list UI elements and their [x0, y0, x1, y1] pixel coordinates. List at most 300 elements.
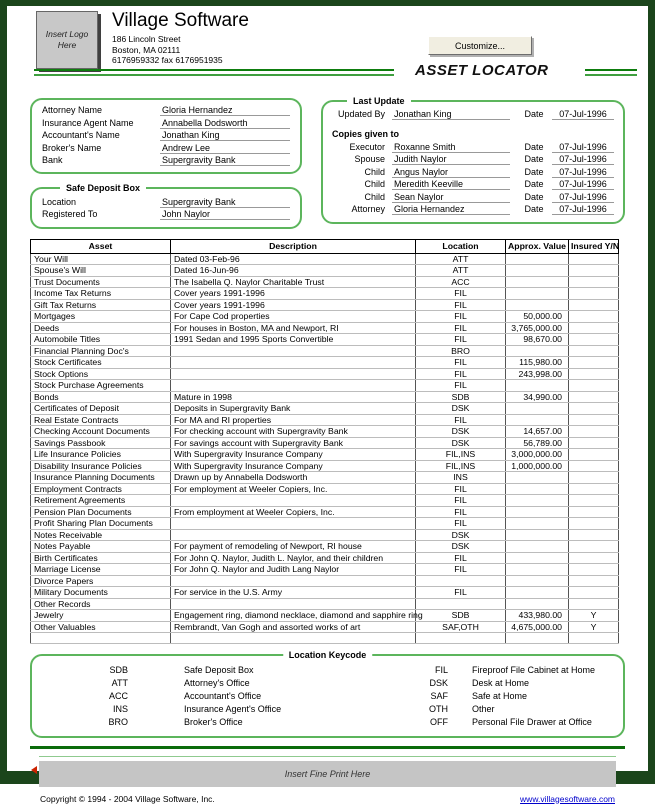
- location-cell: SAF,OTH: [416, 621, 506, 633]
- field-value[interactable]: Andrew Lee: [160, 143, 290, 154]
- asset-cell: Other Records: [31, 598, 171, 610]
- description-cell: With Supergravity Insurance Company: [171, 460, 416, 472]
- keycode-code: DSK: [429, 677, 448, 688]
- location-keycode-title: Location Keycode: [283, 650, 373, 660]
- value-cell: [506, 495, 569, 507]
- value-cell: [506, 529, 569, 541]
- description-cell: For houses in Boston, MA and Newport, RI: [171, 322, 416, 334]
- description-cell: Cover years 1991-1996: [171, 288, 416, 300]
- asset-cell: Automobile Titles: [31, 334, 171, 346]
- description-cell: [171, 357, 416, 369]
- copies-rows: [332, 142, 614, 217]
- location-cell: FIL: [416, 288, 506, 300]
- updated-by-date-field[interactable]: 07-Jul-1996: [552, 109, 614, 120]
- field-label: Accountant's Name: [42, 130, 120, 140]
- table-row: [31, 552, 619, 564]
- table-row: [31, 380, 619, 392]
- footer-row: [30, 794, 625, 804]
- keycode-code: ACC: [108, 690, 128, 701]
- keycode-row: [32, 691, 623, 704]
- value-cell: [506, 518, 569, 530]
- copy-name-field[interactable]: Gloria Hernandez: [392, 204, 510, 215]
- table-row: [31, 483, 619, 495]
- table-row: [31, 506, 619, 518]
- location-cell: DSK: [416, 426, 506, 438]
- asset-cell: Mortgages: [31, 311, 171, 323]
- description-cell: For service in the U.S. Army: [171, 587, 416, 599]
- asset-cell: Gift Tax Returns: [31, 299, 171, 311]
- location-cell: ATT: [416, 253, 506, 265]
- insured-cell: [569, 529, 619, 541]
- asset-cell: Pension Plan Documents: [31, 506, 171, 518]
- asset-cell: Certificates of Deposit: [31, 403, 171, 415]
- value-cell: 433,980.00: [506, 610, 569, 622]
- insured-cell: [569, 575, 619, 587]
- insured-cell: Y: [569, 610, 619, 622]
- asset-cell: Jewelry: [31, 610, 171, 622]
- keycode-rows: [32, 665, 623, 730]
- location-cell: SDB: [416, 610, 506, 622]
- header-location: Location: [416, 239, 506, 253]
- updated-by-field[interactable]: Jonathan King: [392, 109, 510, 120]
- insured-cell: [569, 357, 619, 369]
- insured-cell: [569, 564, 619, 576]
- copyright-text: Copyright © 1994 - 2004 Village Software, Inc.: [40, 793, 215, 804]
- description-cell: [171, 368, 416, 380]
- field-label: Bank: [42, 155, 63, 165]
- keycode-label: Other: [472, 703, 495, 714]
- table-row: [31, 460, 619, 472]
- table-row: [31, 368, 619, 380]
- table-row: [31, 288, 619, 300]
- date-label: Date: [524, 179, 544, 189]
- copy-role-label: Attorney: [351, 204, 385, 214]
- copy-role-label: Executor: [349, 141, 385, 152]
- location-cell: FIL: [416, 322, 506, 334]
- insured-cell: [569, 541, 619, 553]
- field-value[interactable]: John Naylor: [160, 209, 290, 220]
- website-link[interactable]: www.villagesoftware.com: [520, 793, 615, 804]
- table-row: [31, 575, 619, 587]
- description-cell: For John Q. Naylor and Judith Lang Naylor: [171, 564, 416, 576]
- field-label: Broker's Name: [42, 142, 102, 153]
- copy-row: [332, 142, 614, 155]
- value-cell: [506, 253, 569, 265]
- field-value[interactable]: Gloria Hernandez: [160, 105, 290, 116]
- location-cell: [416, 633, 506, 644]
- value-cell: [506, 564, 569, 576]
- copy-date-field[interactable]: 07-Jul-1996: [552, 154, 614, 165]
- asset-cell: Retirement Agreements: [31, 495, 171, 507]
- safe-deposit-fields: [42, 197, 290, 222]
- value-cell: [506, 403, 569, 415]
- insured-cell: [569, 460, 619, 472]
- date-label: Date: [524, 204, 544, 214]
- header-description: Description: [171, 239, 416, 253]
- keycode-code: SAF: [430, 690, 448, 701]
- table-row: [31, 633, 619, 644]
- description-cell: For checking account with Supergravity Bank: [171, 426, 416, 438]
- description-cell: From employment at Weeler Copiers, Inc.: [171, 506, 416, 518]
- address-line-2: Boston, MA 02111: [112, 44, 181, 55]
- description-cell: [171, 518, 416, 530]
- comment-marker-icon: [31, 766, 37, 774]
- value-cell: [506, 472, 569, 484]
- table-row: [31, 541, 619, 553]
- field-value[interactable]: Annabella Dodsworth: [160, 118, 290, 129]
- location-cell: FIL: [416, 506, 506, 518]
- contacts-column: [30, 98, 302, 229]
- location-cell: [416, 575, 506, 587]
- copy-role-label: Child: [364, 166, 385, 177]
- table-header-row: [31, 239, 619, 253]
- date-label: Date: [524, 191, 544, 202]
- worksheet: [7, 6, 648, 804]
- date-label: Date: [524, 166, 544, 177]
- table-row: [31, 403, 619, 415]
- insured-cell: [569, 518, 619, 530]
- value-cell: [506, 288, 569, 300]
- table-row: [31, 322, 619, 334]
- keycode-label: Personal File Drawer at Office: [472, 716, 592, 727]
- keycode-code: OTH: [429, 703, 448, 714]
- date-label: Date: [524, 154, 544, 164]
- insured-cell: Y: [569, 621, 619, 633]
- company-name: Village Software: [112, 10, 249, 31]
- asset-table-body: [31, 253, 619, 643]
- value-cell: 14,657.00: [506, 426, 569, 438]
- location-cell: FIL,INS: [416, 460, 506, 472]
- table-row: [31, 265, 619, 277]
- copy-row: [332, 167, 614, 180]
- insured-cell: [569, 276, 619, 288]
- table-row: [31, 518, 619, 530]
- description-cell: [171, 529, 416, 541]
- insured-cell: [569, 391, 619, 403]
- table-row: [31, 610, 619, 622]
- location-cell: FIL: [416, 414, 506, 426]
- copy-name-field[interactable]: Roxanne Smith: [392, 142, 510, 153]
- asset-cell: Military Documents: [31, 587, 171, 599]
- insured-cell: [569, 322, 619, 334]
- keycode-label: Safe Deposit Box: [184, 664, 254, 675]
- table-row: [31, 426, 619, 438]
- value-cell: 115,980.00: [506, 357, 569, 369]
- copy-row: [332, 179, 614, 192]
- header: [30, 6, 625, 88]
- keycode-code: OFF: [430, 716, 448, 727]
- location-cell: INS: [416, 472, 506, 484]
- location-cell: DSK: [416, 403, 506, 415]
- asset-cell: Birth Certificates: [31, 552, 171, 564]
- copy-row: [332, 154, 614, 167]
- insured-cell: [569, 506, 619, 518]
- value-cell: 4,675,000.00: [506, 621, 569, 633]
- location-cell: FIL: [416, 518, 506, 530]
- copy-name-field[interactable]: Judith Naylor: [392, 154, 510, 165]
- value-cell: 243,998.00: [506, 368, 569, 380]
- value-cell: 3,000,000.00: [506, 449, 569, 461]
- description-cell: Deposits in Supergravity Bank: [171, 403, 416, 415]
- insured-cell: [569, 449, 619, 461]
- keycode-code: FIL: [434, 664, 448, 675]
- description-cell: Cover years 1991-1996: [171, 299, 416, 311]
- keycode-code: INS: [112, 703, 128, 714]
- description-cell: Dated 16-Jun-96: [171, 265, 416, 277]
- copy-date-field[interactable]: 07-Jul-1996: [552, 142, 614, 153]
- last-update-panel: [321, 96, 625, 224]
- customize-button[interactable]: Customize...: [428, 36, 532, 55]
- description-cell: Drawn up by Annabella Dodsworth: [171, 472, 416, 484]
- value-cell: [506, 587, 569, 599]
- asset-cell: Stock Purchase Agreements: [31, 380, 171, 392]
- location-cell: [416, 598, 506, 610]
- header-rule-right: [585, 69, 637, 76]
- footer-rule-thin: [39, 756, 616, 757]
- insured-cell: [569, 414, 619, 426]
- copy-date-field[interactable]: 07-Jul-1996: [552, 167, 614, 178]
- asset-cell: Financial Planning Doc's: [31, 345, 171, 357]
- asset-cell: [31, 633, 171, 644]
- keycode-label: Safe at Home: [472, 690, 528, 701]
- copy-name-field[interactable]: Angus Naylor: [392, 167, 510, 178]
- field-value[interactable]: Supergravity Bank: [160, 155, 290, 166]
- location-cell: FIL: [416, 380, 506, 392]
- table-row: [31, 621, 619, 633]
- header-insured: Insured Y/N: [569, 239, 619, 253]
- asset-cell: Other Valuables: [31, 621, 171, 633]
- fine-print-bar[interactable]: [39, 761, 616, 787]
- asset-table: [30, 239, 619, 644]
- description-cell: [171, 598, 416, 610]
- copy-role-label: Spouse: [354, 154, 385, 164]
- location-cell: FIL: [416, 564, 506, 576]
- description-cell: For John Q. Naylor, Judith L. Naylor, and their children: [171, 552, 416, 564]
- value-cell: [506, 541, 569, 553]
- location-cell: FIL: [416, 311, 506, 323]
- copies-given-to-title: Copies given to: [332, 128, 400, 139]
- description-cell: [171, 575, 416, 587]
- table-row: [31, 414, 619, 426]
- value-cell: 34,990.00: [506, 391, 569, 403]
- fine-print-text: Insert Fine Print Here: [284, 768, 371, 779]
- table-row: [31, 345, 619, 357]
- insured-cell: [569, 552, 619, 564]
- location-cell: FIL: [416, 334, 506, 346]
- insured-cell: [569, 253, 619, 265]
- copy-role-label: Child: [364, 191, 385, 202]
- insured-cell: [569, 437, 619, 449]
- logo-placeholder-text: Insert Logo Here: [45, 29, 89, 50]
- description-cell: For Cape Cod properties: [171, 311, 416, 323]
- asset-cell: Your Will: [31, 253, 171, 265]
- value-cell: [506, 414, 569, 426]
- keycode-label: Accountant's Office: [184, 690, 262, 701]
- value-cell: [506, 345, 569, 357]
- value-cell: 50,000.00: [506, 311, 569, 323]
- description-cell: For savings account with Supergravity Bank: [171, 437, 416, 449]
- value-cell: 3,765,000.00: [506, 322, 569, 334]
- keycode-code: ATT: [111, 677, 128, 688]
- insured-cell: [569, 288, 619, 300]
- keycode-row: [32, 665, 623, 678]
- keycode-row: [32, 717, 623, 730]
- keycode-label: Desk at Home: [472, 677, 530, 688]
- copy-date-field[interactable]: 07-Jul-1996: [552, 204, 614, 215]
- value-cell: [506, 483, 569, 495]
- asset-cell: Spouse's Will: [31, 265, 171, 277]
- value-cell: [506, 598, 569, 610]
- logo-placeholder[interactable]: [36, 11, 98, 69]
- insured-cell: [569, 368, 619, 380]
- asset-cell: Stock Certificates: [31, 357, 171, 369]
- header-rule-left: [34, 69, 394, 76]
- copy-row: [332, 204, 614, 217]
- location-cell: DSK: [416, 529, 506, 541]
- field-label: Location: [42, 196, 77, 207]
- insured-cell: [569, 403, 619, 415]
- field-value[interactable]: Supergravity Bank: [160, 197, 290, 208]
- copy-date-field[interactable]: 07-Jul-1996: [552, 192, 614, 203]
- location-cell: ACC: [416, 276, 506, 288]
- contact-field-row: [42, 155, 290, 168]
- company-address: [112, 34, 249, 66]
- table-row: [31, 276, 619, 288]
- copy-row: [332, 192, 614, 205]
- keycode-code: SDB: [109, 664, 128, 675]
- page-title: ASSET LOCATOR: [415, 62, 549, 79]
- value-cell: [506, 380, 569, 392]
- description-cell: For payment of remodeling of Newport, RI house: [171, 541, 416, 553]
- value-cell: [506, 552, 569, 564]
- keycode-label: Attorney's Office: [184, 677, 250, 688]
- copy-name-field[interactable]: Meredith Keeville: [392, 179, 510, 190]
- location-cell: FIL: [416, 587, 506, 599]
- insured-cell: [569, 426, 619, 438]
- keycode-row: [32, 704, 623, 717]
- phone-line: 6176959332 fax 6176951935: [112, 55, 223, 65]
- asset-cell: Trust Documents: [31, 276, 171, 288]
- keycode-label: Fireproof File Cabinet at Home: [472, 664, 596, 675]
- table-row: [31, 449, 619, 461]
- asset-cell: Bonds: [31, 391, 171, 403]
- header-approx-value: Approx. Value: [506, 239, 569, 253]
- table-row: [31, 587, 619, 599]
- location-cell: SDB: [416, 391, 506, 403]
- contact-field-row: [42, 105, 290, 118]
- copy-name-field[interactable]: Sean Naylor: [392, 192, 510, 203]
- contacts-panel: [30, 98, 302, 174]
- field-label: Registered To: [42, 209, 98, 219]
- contact-field-row: [42, 130, 290, 143]
- location-cell: FIL,INS: [416, 449, 506, 461]
- date-label: Date: [524, 109, 544, 119]
- date-label: Date: [524, 141, 544, 152]
- asset-cell: Income Tax Returns: [31, 288, 171, 300]
- field-label: Attorney Name: [42, 105, 103, 115]
- location-cell: DSK: [416, 541, 506, 553]
- table-row: [31, 299, 619, 311]
- asset-cell: Divorce Papers: [31, 575, 171, 587]
- location-keycode-panel: [30, 649, 625, 738]
- table-row: [31, 472, 619, 484]
- insured-cell: [569, 265, 619, 277]
- table-row: [31, 495, 619, 507]
- asset-cell: Employment Contracts: [31, 483, 171, 495]
- asset-cell: Life Insurance Policies: [31, 449, 171, 461]
- table-row: [31, 311, 619, 323]
- value-cell: 98,670.00: [506, 334, 569, 346]
- value-cell: [506, 299, 569, 311]
- asset-cell: Deeds: [31, 322, 171, 334]
- description-cell: Dated 03-Feb-96: [171, 253, 416, 265]
- location-cell: FIL: [416, 357, 506, 369]
- asset-cell: Real Estate Contracts: [31, 414, 171, 426]
- description-cell: 1991 Sedan and 1995 Sports Convertible: [171, 334, 416, 346]
- description-cell: [171, 345, 416, 357]
- last-update-title: Last Update: [347, 96, 411, 106]
- description-cell: [171, 380, 416, 392]
- table-row: [31, 391, 619, 403]
- contact-field-row: [42, 118, 290, 131]
- description-cell: The Isabella Q. Naylor Charitable Trust: [171, 276, 416, 288]
- safe-deposit-field-row: [42, 209, 290, 222]
- asset-cell: Disability Insurance Policies: [31, 460, 171, 472]
- asset-cell: Profit Sharing Plan Documents: [31, 518, 171, 530]
- safe-deposit-field-row: [42, 197, 290, 210]
- location-cell: FIL: [416, 495, 506, 507]
- value-cell: 1,000,000.00: [506, 460, 569, 472]
- table-row: [31, 357, 619, 369]
- footer-rule-thick: [30, 746, 625, 749]
- description-cell: For MA and RI properties: [171, 414, 416, 426]
- location-cell: FIL: [416, 483, 506, 495]
- company-block: [112, 10, 249, 66]
- insured-cell: [569, 311, 619, 323]
- asset-cell: Checking Account Documents: [31, 426, 171, 438]
- value-cell: [506, 265, 569, 277]
- header-asset: Asset: [31, 239, 171, 253]
- insured-cell: [569, 299, 619, 311]
- update-column: [321, 98, 625, 229]
- address-line-1: 186 Lincoln Street: [112, 34, 181, 44]
- insured-cell: [569, 495, 619, 507]
- info-panels: [30, 98, 625, 229]
- asset-cell: Notes Payable: [31, 541, 171, 553]
- value-cell: 56,789.00: [506, 437, 569, 449]
- asset-cell: Marriage License: [31, 564, 171, 576]
- safe-deposit-panel: [30, 182, 302, 229]
- description-cell: Rembrandt, Van Gogh and assorted works of art: [171, 621, 416, 633]
- value-cell: [506, 575, 569, 587]
- description-cell: For employment at Weeler Copiers, Inc.: [171, 483, 416, 495]
- description-cell: With Supergravity Insurance Company: [171, 449, 416, 461]
- field-value[interactable]: Jonathan King: [160, 130, 290, 141]
- copy-date-field[interactable]: 07-Jul-1996: [552, 179, 614, 190]
- insured-cell: [569, 345, 619, 357]
- asset-cell: Stock Options: [31, 368, 171, 380]
- keycode-code: BRO: [108, 716, 128, 727]
- location-cell: FIL: [416, 299, 506, 311]
- safe-deposit-title: Safe Deposit Box: [60, 183, 146, 193]
- keycode-row: [32, 678, 623, 691]
- keycode-label: Broker's Office: [184, 716, 243, 727]
- updated-by-label: Updated By: [337, 109, 385, 119]
- insured-cell: [569, 483, 619, 495]
- value-cell: [506, 506, 569, 518]
- keycode-label: Insurance Agent's Office: [184, 703, 282, 714]
- insured-cell: [569, 633, 619, 644]
